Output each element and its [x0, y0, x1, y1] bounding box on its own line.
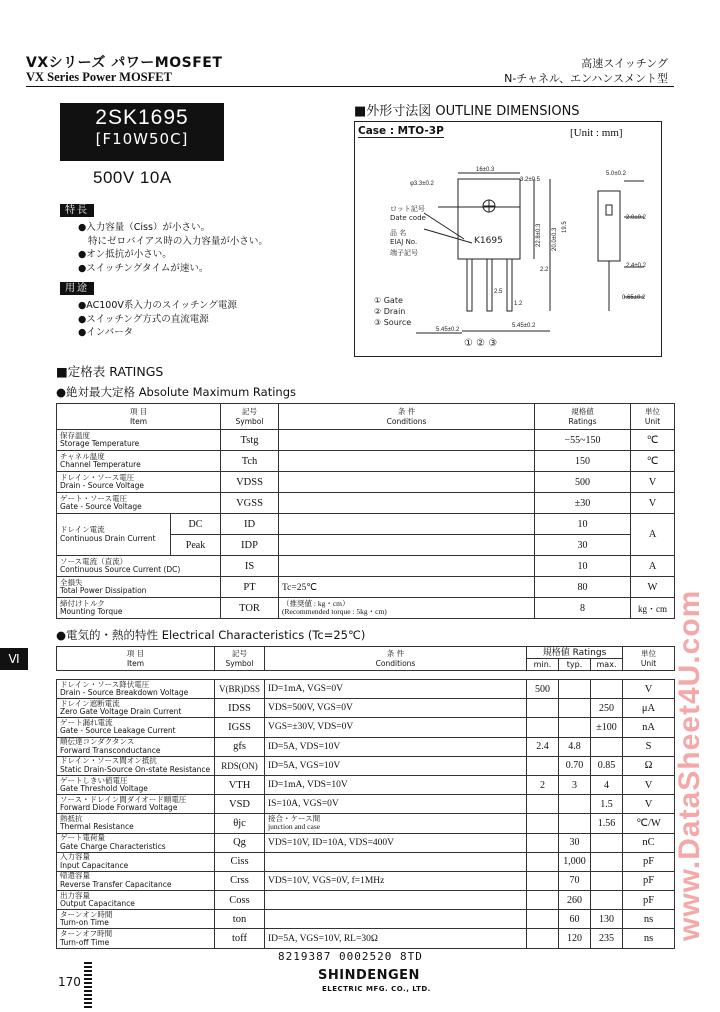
min-cell: [527, 891, 559, 910]
lot-label: ロット記号: [390, 205, 425, 213]
condition-cell: ID=5A, VGS=10V: [265, 756, 527, 775]
condition-cell: （推奨値 : kg・cm） (Recommended torque : 5kg・cm): [279, 598, 535, 619]
condition-cell: ID=5A, VGS=10V, RL=30Ω: [265, 929, 527, 948]
min-cell: [527, 929, 559, 948]
applications-title: 用途: [60, 282, 94, 295]
subitem-cell: DC: [171, 514, 221, 535]
header-symbol: 記号 Symbol: [215, 647, 265, 671]
unit-cell: pF: [623, 891, 675, 910]
condition-cell: 接合・ケース間 junction and case: [265, 814, 527, 833]
table-row: [57, 577, 675, 598]
dim-label: 2.2: [540, 267, 549, 273]
application-item: ●スイッチング方式の直流電源: [78, 313, 209, 325]
value-cell: ±30: [535, 493, 631, 514]
package-body: [458, 179, 520, 259]
table-row: [57, 718, 675, 737]
item-cell: ドレイン遮断電流 Zero Gate Voltage Drain Current: [57, 699, 215, 718]
header-min: min.: [527, 659, 559, 671]
unit-cell: μA: [623, 699, 675, 718]
item-cell: 順伝達コンダクタンス Forward Transconductance: [57, 737, 215, 756]
item-cell: ゲート・ソース電圧 Gate - Source Voltage: [57, 493, 221, 514]
symbol-cell: IS: [221, 556, 279, 577]
unit-cell: kg・cm: [631, 598, 675, 619]
page-number: 170: [58, 975, 81, 989]
watermark: www.DataSheet4U.com: [673, 589, 706, 941]
symbol-cell: TOR: [221, 598, 279, 619]
part-number-box: [60, 103, 224, 161]
symbol-cell: ton: [215, 910, 265, 929]
dim-label: 16±0.3: [476, 167, 495, 173]
header-conditions: 条 件 Conditions: [279, 404, 535, 430]
dim-label: 19.5: [562, 221, 568, 233]
max-cell: [591, 891, 623, 910]
item-cell: 出力容量 Output Capacitance: [57, 891, 215, 910]
condition-cell: [265, 891, 527, 910]
electrical-table-body: [56, 679, 675, 949]
symbol-cell: IDSS: [215, 699, 265, 718]
header-item: 項 目 Item: [57, 404, 221, 430]
item-cell: ソース電流（直流） Continuous Source Current (DC): [57, 556, 221, 577]
item-cell: ゲート電荷量 Gate Charge Characteristics: [57, 833, 215, 852]
symbol-cell: V(BR)DSS: [215, 680, 265, 699]
brand-name: SHINDENGEN: [318, 968, 420, 983]
dim-label: 2.5: [494, 289, 503, 295]
item-cell: 帰還容量 Reverse Transfer Capacitance: [57, 871, 215, 890]
item-cell: 締付けトルク Mounting Torque: [57, 598, 221, 619]
dim-label: 1.2: [514, 301, 523, 307]
header-max: max.: [591, 659, 623, 671]
min-cell: [527, 871, 559, 890]
typ-cell: 260: [559, 891, 591, 910]
condition-cell: [265, 852, 527, 871]
typ-cell: 0.70: [559, 756, 591, 775]
table-header-row: [57, 647, 675, 659]
unit-cell: pF: [623, 871, 675, 890]
header-ratings: 規格値 Ratings: [527, 647, 623, 659]
max-cell: 130: [591, 910, 623, 929]
table-header-row: [57, 404, 675, 430]
max-cell: ±100: [591, 718, 623, 737]
symbol-cell: IDP: [221, 535, 279, 556]
symbol-cell: θjc: [215, 814, 265, 833]
symbol-cell: VSD: [215, 795, 265, 814]
symbol-cell: VDSS: [221, 472, 279, 493]
min-cell: [527, 852, 559, 871]
lead-drain: [487, 259, 492, 311]
max-cell: [591, 737, 623, 756]
condition-cell: [279, 514, 535, 535]
typ-cell: 120: [559, 929, 591, 948]
terminal-label: 端子記号: [390, 249, 418, 257]
condition-cell: VDS=10V, VGS=0V, f=1MHz: [265, 871, 527, 890]
symbol-cell: Tch: [221, 451, 279, 472]
table-row: [57, 472, 675, 493]
dim-label: 20.0±0.3: [552, 227, 558, 251]
symbol-cell: gfs: [215, 737, 265, 756]
dim-label: φ3.3±0.2: [410, 181, 434, 187]
header-unit: 単位 Unit: [631, 404, 675, 430]
header-conditions: 条 件 Conditions: [265, 647, 527, 671]
table-row: [57, 814, 675, 833]
lead-gate: [467, 259, 472, 311]
symbol-cell: Tstg: [221, 430, 279, 451]
name-label: 品 名: [390, 229, 407, 237]
min-cell: 500: [527, 680, 559, 699]
header-symbol: 記号 Symbol: [221, 404, 279, 430]
unit-cell: V: [623, 795, 675, 814]
outline-title: ■外形寸法図 OUTLINE DIMENSIONS: [354, 104, 580, 119]
header-unit: 単位 Unit: [623, 647, 675, 671]
table-row: [57, 756, 675, 775]
symbol-cell: RDS(ON): [215, 756, 265, 775]
value-cell: −55~150: [535, 430, 631, 451]
typ-cell: 1,000: [559, 852, 591, 871]
dim-label: 22.8±0.3: [536, 223, 542, 247]
table-row: [57, 680, 675, 699]
max-cell: [591, 871, 623, 890]
table-row: [57, 891, 675, 910]
value-cell: 10: [535, 514, 631, 535]
unit-cell: ℃/W: [623, 814, 675, 833]
symbol-cell: VGSS: [221, 493, 279, 514]
dim-label: 5.0±0.2: [606, 171, 626, 177]
min-cell: 2.4: [527, 737, 559, 756]
dim-label: 0.65±0.2: [622, 295, 646, 301]
max-cell: [591, 852, 623, 871]
item-cell: ドレイン・ソース間オン抵抗 Static Drain-Source On-state Resistance: [57, 756, 215, 775]
condition-cell: VDS=10V, ID=10A, VDS=400V: [265, 833, 527, 852]
part-subcode: [F10W50C]: [95, 130, 189, 148]
min-cell: [527, 718, 559, 737]
symbol-cell: IGSS: [215, 718, 265, 737]
unit-cell: ℃: [631, 430, 675, 451]
condition-cell: [279, 430, 535, 451]
unit-cell: Ω: [623, 756, 675, 775]
part-number: 2SK1695: [95, 106, 189, 129]
condition-cell: ID=5A, VDS=10V: [265, 737, 527, 756]
features-title: 特長: [60, 204, 94, 217]
max-cell: 250: [591, 699, 623, 718]
item-cell: ドレイン・ソース降伏電圧 Drain - Source Breakdown Voltage: [57, 680, 215, 699]
item-cell: ゲート漏れ電流 Gate - Source Leakage Current: [57, 718, 215, 737]
series-title-en: VX Series Power MOSFET: [26, 70, 172, 84]
condition-cell: [279, 472, 535, 493]
electrical-rows: [57, 680, 675, 949]
abs-max-title: ●絶対最大定格 Absolute Maximum Ratings: [56, 385, 296, 399]
barcode-text: 8219387 0002520 8TD: [278, 950, 423, 963]
dim-label: 3.2±0.5: [520, 177, 540, 183]
symbol-cell: ID: [221, 514, 279, 535]
table-row: [57, 852, 675, 871]
typ-cell: 3: [559, 775, 591, 794]
table-row: [57, 775, 675, 794]
min-cell: [527, 910, 559, 929]
unit-cell: ns: [623, 910, 675, 929]
table-row: [57, 795, 675, 814]
unit-cell: V: [623, 680, 675, 699]
feature-item: ●入力容量（Ciss）が小さい。: [78, 222, 210, 233]
item-cell: 入力容量 Input Capacitance: [57, 852, 215, 871]
application-item: ●AC100V系入力のスイッチング電源: [78, 300, 237, 311]
value-cell: 150: [535, 451, 631, 472]
item-cell: ソース・ドレイン間ダイオード順電圧 Forward Diode Forward Voltage: [57, 795, 215, 814]
unit-label: [Unit : mm]: [570, 127, 623, 139]
section-tab: Ⅵ: [0, 648, 28, 670]
condition-cell: [279, 493, 535, 514]
condition-cell: [265, 910, 527, 929]
part-rating: 500V 10A: [93, 168, 172, 187]
typ-cell: 60: [559, 910, 591, 929]
symbol-cell: toff: [215, 929, 265, 948]
pin-gate-label: ① Gate: [374, 296, 403, 305]
unit-cell: nA: [623, 718, 675, 737]
abs-max-table: [56, 403, 675, 619]
item-cell: ターンオン時間 Turn-on Time: [57, 910, 215, 929]
outline-drawing: [354, 121, 662, 357]
item-cell: 全損失 Total Power Dissipation: [57, 577, 221, 598]
header-rule: [26, 86, 674, 87]
unit-cell: ℃: [631, 451, 675, 472]
item-cell: 熱抵抗 Thermal Resistance: [57, 814, 215, 833]
max-cell: 1.56: [591, 814, 623, 833]
table-row: [57, 929, 675, 948]
item-cell: ターンオフ時間 Turn-off Time: [57, 929, 215, 948]
item-cell: ドレイン・ソース電圧 Drain - Source Voltage: [57, 472, 221, 493]
side-view-body: [598, 191, 620, 261]
typ-cell: 30: [559, 833, 591, 852]
applications-list: [78, 299, 237, 340]
header-ratings: 規格値 Ratings: [535, 404, 631, 430]
table-row: [57, 699, 675, 718]
item-cell: ゲートしきい値電圧 Gate Threshold Voltage: [57, 775, 215, 794]
unit-cell: W: [631, 577, 675, 598]
typ-cell: [559, 699, 591, 718]
feature-item: ●スイッチングタイムが速い。: [78, 262, 209, 274]
pin-numbers: ① ② ③: [464, 338, 498, 349]
unit-cell: V: [631, 472, 675, 493]
dim-label: 5.45±0.2: [512, 323, 536, 329]
electrical-title: ●電気的・熱的特性 Electrical Characteristics (Tc=25℃): [56, 628, 366, 642]
features-section: [60, 198, 268, 275]
features-list: [78, 221, 268, 275]
unit-cell: pF: [623, 852, 675, 871]
pin-source-label: ③ Source: [374, 318, 412, 327]
case-label: Case : MTO-3P: [358, 125, 444, 137]
datecode-label: Date code: [390, 214, 426, 222]
value-cell: 10: [535, 556, 631, 577]
item-cell: ドレイン電流 Continuous Drain Current: [57, 514, 171, 556]
condition-cell: IS=10A, VGS=0V: [265, 795, 527, 814]
typ-cell: [559, 718, 591, 737]
header-typ: typ.: [559, 659, 591, 671]
application-item: ●インバータ: [78, 327, 134, 338]
eiaj-label: EIAJ No.: [390, 238, 418, 246]
value-cell: 500: [535, 472, 631, 493]
symbol-cell: PT: [221, 577, 279, 598]
unit-cell: A: [631, 556, 675, 577]
table-row: [57, 514, 675, 535]
table-row: [57, 833, 675, 852]
min-cell: 2: [527, 775, 559, 794]
symbol-cell: Ciss: [215, 852, 265, 871]
applications-section: [60, 276, 237, 340]
unit-cell: nC: [623, 833, 675, 852]
ratings-title: ■定格表 RATINGS: [56, 364, 164, 379]
symbol-cell: Crss: [215, 871, 265, 890]
feature-item: 特にゼロバイアス時の入力容量が小さい。: [88, 235, 268, 247]
typ-cell: [559, 795, 591, 814]
header-item: 項 目 Item: [57, 647, 215, 671]
condition-cell: Tc=25℃: [279, 577, 535, 598]
max-cell: 0.85: [591, 756, 623, 775]
feature-item: ●オン抵抗が小さい。: [78, 249, 172, 260]
table-row: [57, 598, 675, 619]
max-cell: [591, 833, 623, 852]
unit-cell: A: [631, 514, 675, 556]
symbol-cell: Qg: [215, 833, 265, 852]
table-row: [57, 493, 675, 514]
symbol-cell: VTH: [215, 775, 265, 794]
package-marking: K1695: [474, 236, 503, 246]
unit-cell: V: [631, 493, 675, 514]
lead-source: [507, 259, 512, 311]
item-cell: チャネル温度 Channel Temperature: [57, 451, 221, 472]
table-row: [57, 910, 675, 929]
unit-cell: V: [623, 775, 675, 794]
edge-barcode-icon: [84, 962, 92, 1010]
min-cell: [527, 814, 559, 833]
dim-label: 5.45±0.2: [436, 327, 460, 333]
min-cell: [527, 699, 559, 718]
max-cell: 1.5: [591, 795, 623, 814]
max-cell: 235: [591, 929, 623, 948]
symbol-cell: Coss: [215, 891, 265, 910]
item-cell: 保存温度 Storage Temperature: [57, 430, 221, 451]
typ-cell: [559, 814, 591, 833]
table-row: [57, 430, 675, 451]
unit-cell: ns: [623, 929, 675, 948]
table-row: [57, 871, 675, 890]
subitem-cell: Peak: [171, 535, 221, 556]
max-cell: 4: [591, 775, 623, 794]
condition-cell: VGS=±30V, VDS=0V: [265, 718, 527, 737]
dim-label: 2.0±0.2: [626, 215, 646, 221]
value-cell: 30: [535, 535, 631, 556]
electrical-table: [56, 646, 675, 671]
min-cell: [527, 795, 559, 814]
condition-cell: VDS=500V, VGS=0V: [265, 699, 527, 718]
typ-cell: 4.8: [559, 737, 591, 756]
value-cell: 8: [535, 598, 631, 619]
condition-cell: [279, 556, 535, 577]
brand-subtitle: ELECTRIC MFG. CO., LTD.: [322, 985, 431, 993]
condition-cell: [279, 535, 535, 556]
min-cell: [527, 833, 559, 852]
value-cell: 80: [535, 577, 631, 598]
table-row: [57, 737, 675, 756]
series-title-jp: VXシリーズ パワーMOSFET: [26, 55, 223, 71]
condition-cell: ID=1mA, VGS=0V: [265, 680, 527, 699]
condition-cell: [279, 451, 535, 472]
pin-drain-label: ② Drain: [374, 307, 406, 316]
device-type-jp2: N-チャネル、エンハンスメント型: [504, 72, 668, 85]
table-row: [57, 451, 675, 472]
max-cell: [591, 680, 623, 699]
unit-cell: S: [623, 737, 675, 756]
typ-cell: 70: [559, 871, 591, 890]
condition-cell: ID=1mA, VDS=10V: [265, 775, 527, 794]
dim-label: 2.4±0.2: [626, 263, 646, 269]
device-type-jp: 高速スイッチング: [581, 57, 668, 70]
table-row: [57, 556, 675, 577]
min-cell: [527, 756, 559, 775]
typ-cell: [559, 680, 591, 699]
